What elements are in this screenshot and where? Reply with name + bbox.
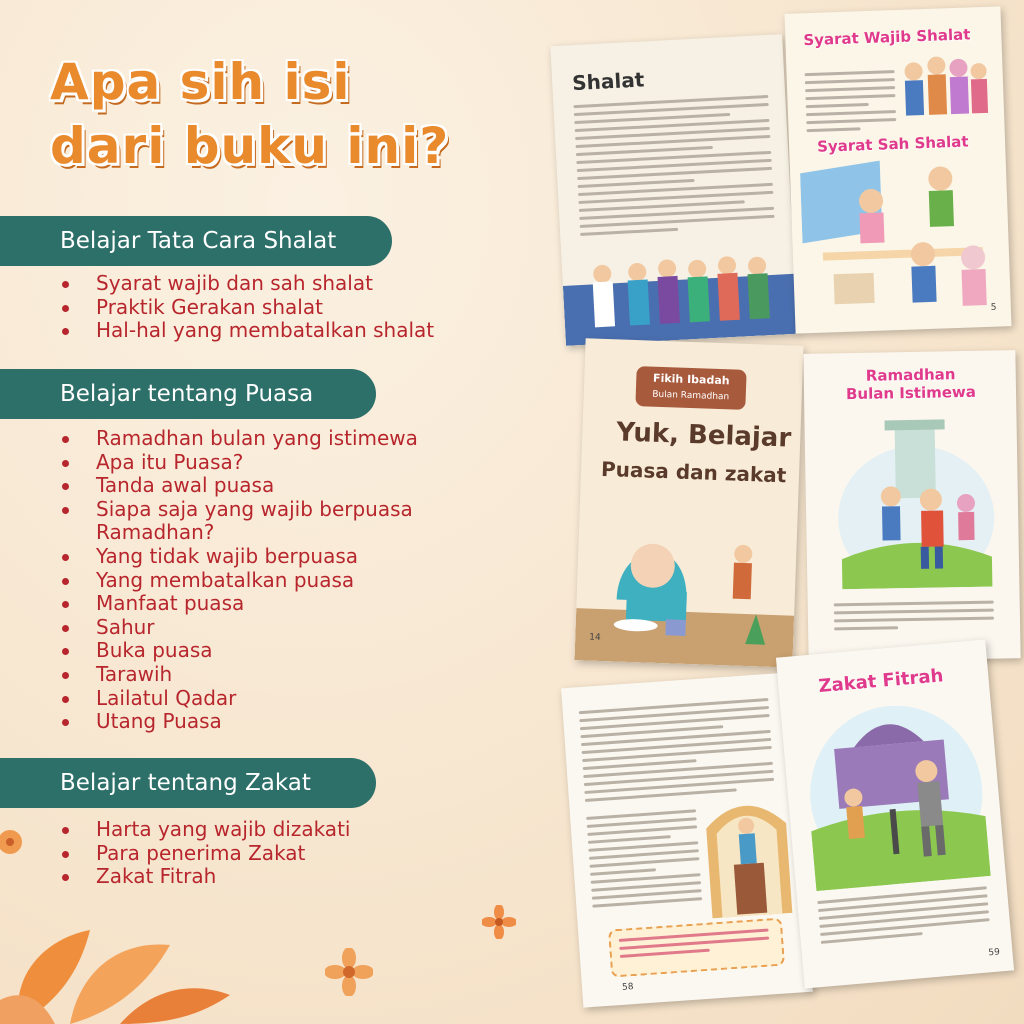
page-heading: Syarat Wajib Shalat [803,25,971,50]
body-text [834,601,995,636]
list-item-label: Syarat wajib dan sah shalat [96,271,373,295]
book-page-shalat [550,34,797,346]
list-item-label: Tanda awal puasa [96,473,275,498]
bullet [62,328,69,335]
heading-line-2: Bulan Istimewa [845,382,977,404]
list-item-label: Buka puasa [96,638,213,663]
bullet [62,483,69,490]
book-page-ramadhan [803,350,1020,662]
page-number: 59 [988,947,1001,959]
list-item [60,451,456,475]
children-running-illustration [834,407,997,590]
list-item-label: Harta yang wajib dizakati [96,817,351,841]
badge-line-2: Bulan Ramadhan [652,389,730,403]
list-item-label: Yang membatalkan puasa [96,567,355,592]
list-item [60,616,456,640]
list-item [60,842,350,866]
bullet [62,281,69,288]
page-heading [846,365,976,403]
section-heading-shalat: Belajar Tata Cara Shalat [0,216,392,266]
bullet [62,719,69,726]
book-page-syarat [784,6,1011,333]
bullet [62,827,69,834]
bullet [62,578,69,585]
list-item-label: Manfaat puasa [96,591,245,616]
list-item [60,687,456,711]
bullet [62,851,69,858]
zakat-topic-list [60,818,350,889]
list-item-label: Apa itu Puasa? [96,449,244,474]
flower-decoration-icon [482,905,516,939]
praying-people-illustration [561,234,798,346]
bullet [62,648,69,655]
list-item [60,865,350,889]
page-heading: Zakat Fitrah [817,665,945,698]
list-item [60,427,456,451]
bullet [62,460,69,467]
title-line-1: Apa sih isi [50,53,351,111]
list-item-label: Hal-hal yang membatalkan shalat [96,318,435,343]
list-item-label: Para penerima Zakat [96,840,306,865]
body-text [805,70,897,137]
bullet [62,874,69,881]
list-item-label: Tarawih [96,661,173,686]
flower-decoration-icon [325,948,373,996]
list-item [60,592,456,616]
quote-box [608,918,785,978]
bullet [62,305,69,312]
list-item-label: Utang Puasa [96,709,222,734]
list-item [60,710,456,734]
body-text [586,809,702,912]
bullet [62,696,69,703]
badge-line-1: Fikih Ibadah [652,371,730,388]
title-line-2: dari buku ini? [50,117,450,175]
page-number: 58 [621,982,634,993]
book-badge [635,366,746,410]
bullet [62,436,69,443]
book-page-zakat-text [561,672,813,1007]
bullet [62,554,69,561]
body-text [573,95,775,241]
bullet [62,507,69,514]
bullet [62,672,69,679]
list-item [60,474,456,498]
page-number: 14 [589,632,601,643]
page-number: 5 [990,302,997,313]
book-page-zakat-fitrah [776,639,1014,988]
list-item [60,319,434,343]
page-title [50,50,470,178]
girl-praying-illustration [574,498,798,668]
heading-line-1: Ramadhan [865,365,956,385]
children-illustration [898,49,990,122]
section-heading-zakat: Belajar tentang Zakat [0,758,376,808]
cover-title-line-2: Puasa dan zakat [600,456,787,488]
shalat-topic-list [60,272,434,343]
zakat-giving-illustration [801,697,991,892]
list-item [60,545,456,569]
list-item [60,498,456,545]
list-item [60,272,434,296]
list-item [60,569,456,593]
syarat-sah-illustration [800,156,1005,323]
list-item-label: Ramadhan bulan yang istimewa [96,426,418,450]
section-heading-puasa: Belajar tentang Puasa [0,369,376,419]
list-item-label: Lailatul Qadar [96,685,237,710]
book-cover-page [574,338,803,667]
list-item [60,639,456,663]
leaf-decoration-icon [0,900,260,1024]
page-heading: Shalat [571,67,645,96]
list-item [60,296,434,320]
page-heading: Syarat Sah Shalat [816,132,969,156]
list-item-label: Praktik Gerakan shalat [96,294,323,319]
bullet [62,601,69,608]
mosque-door-illustration [698,783,797,919]
list-item-label: Siapa saja yang wajib berpuasa Ramadhan? [96,496,413,545]
bullet [62,625,69,632]
list-item-label: Sahur [96,614,155,639]
list-item [60,663,456,687]
list-item-label: Yang tidak wajib berpuasa [96,543,359,568]
flower-decoration-icon [0,820,32,864]
list-item-label: Zakat Fitrah [96,864,217,889]
list-item [60,818,350,842]
body-text [817,886,991,949]
cover-title-line-1: Yuk, Belajar [615,417,792,454]
puasa-topic-list [60,427,456,734]
